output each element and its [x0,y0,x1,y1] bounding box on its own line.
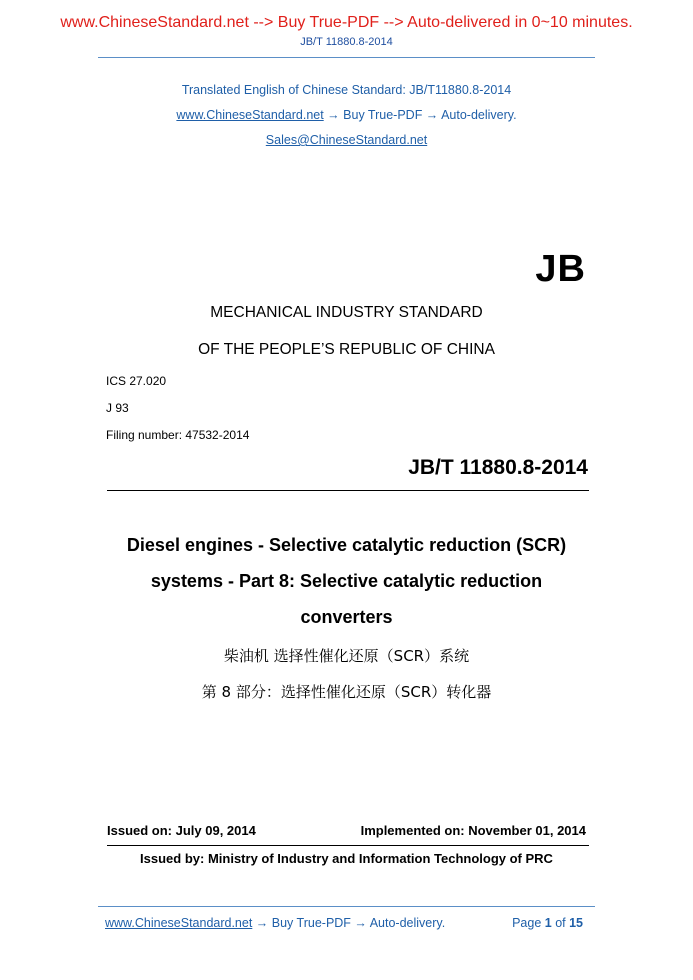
footer-delivery-line [105,916,445,930]
header-divider [98,57,595,58]
page-current: 1 [544,916,552,930]
chinese-title-line2: 第 8 部分：选择性催化还原（SCR）转化器 [201,683,492,701]
sales-email-line [0,133,693,147]
translation-note: Translated English of Chinese Standard: JB/T11880.8-2014 [181,83,512,97]
standard-category-line1: MECHANICAL INDUSTRY STANDARD [210,304,483,321]
title-divider [107,490,589,491]
english-title-line1: Diesel engines - Selective catalytic reduction (SCR) [126,535,567,555]
standard-category-line2: OF THE PEOPLE’S REPUBLIC OF CHINA [198,341,495,358]
english-title-line3: converters [300,607,393,627]
translation-delivery-text: → Buy True-PDF → Auto-delivery. [323,108,517,122]
page-total: 15 [569,916,583,930]
issued-date: Issued on: July 09, 2014 [107,823,256,838]
header-doc-code: JB/T 11880.8-2014 [300,36,393,48]
footer-divider [98,906,595,907]
page-of: of [551,916,570,930]
footer-delivery-text: → Buy True-PDF → Auto-delivery. [252,916,446,930]
filing-number: Filing number: 47532-2014 [106,428,250,442]
ics-code: ICS 27.020 [106,374,167,388]
footer-site-link[interactable]: www.ChineseStandard.net [105,916,253,930]
banner-site-link[interactable]: www.ChineseStandard.net [60,14,249,31]
translation-delivery-line [0,108,693,122]
implemented-date: Implemented on: November 01, 2014 [360,823,586,838]
issuer: Issued by: Ministry of Industry and Information Technology of PRC [140,851,553,866]
banner-text: --> Buy True-PDF --> Auto-delivered in 0~10 minutes. [248,14,633,31]
dates-divider [107,845,589,846]
top-banner [0,14,693,32]
page-indicator [512,916,583,930]
english-title-line2: systems - Part 8: Selective catalytic reduction [150,571,543,591]
jb-logo: JB [535,248,586,290]
translation-site-link[interactable]: www.ChineseStandard.net [176,108,324,122]
page-label: Page [512,916,545,930]
class-code: J 93 [106,401,129,415]
standard-number: JB/T 11880.8-2014 [408,456,588,479]
chinese-title-line1: 柴油机 选择性催化还原（SCR）系统 [223,647,470,665]
sales-email-link[interactable]: Sales@ChineseStandard.net [265,133,428,147]
